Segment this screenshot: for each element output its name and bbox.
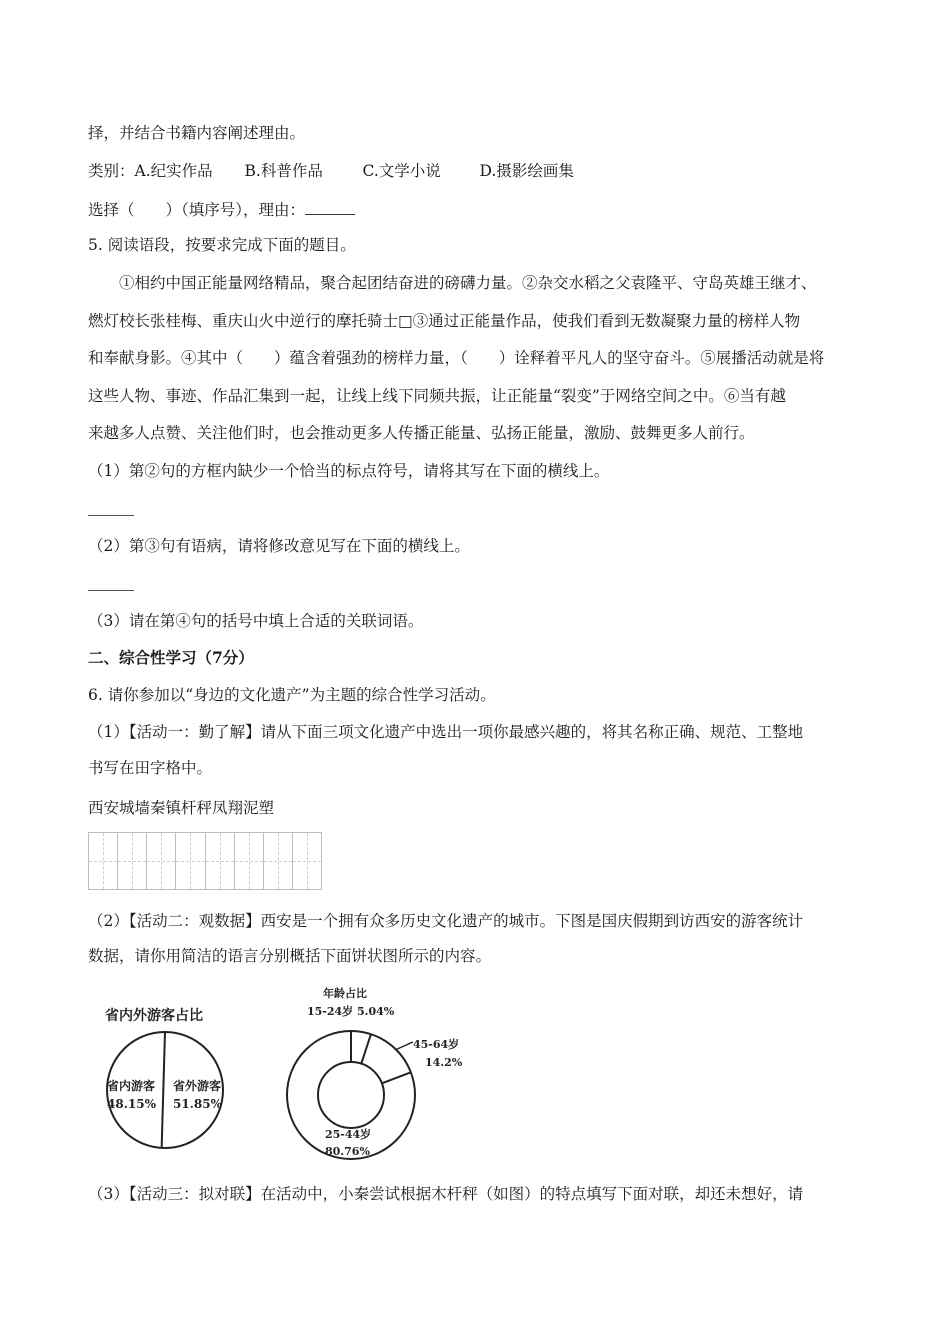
category-b: B.科普作品 [244, 162, 323, 180]
question-6-2: （2）【活动二：观数据】西安是一个拥有众多历史文化遗产的城市。下图是国庆假期到访西安的游客统计 [88, 912, 804, 930]
grid-cell[interactable] [293, 833, 321, 889]
slice-value-25-44: 80.76% [325, 1145, 370, 1158]
question-6-3: （3）【活动三：拟对联】在活动中，小秦尝试根据木杆秤（如图）的特点填写下面对联，却还未想好，请 [88, 1185, 804, 1203]
slice-label-45-64: 45-64岁 [413, 1038, 460, 1051]
grid-cell[interactable] [176, 833, 205, 889]
grid-cell[interactable] [235, 833, 264, 889]
heritage-list: 西安城墙秦镇杆秤凤翔泥塑 [88, 799, 275, 817]
slice-label-outside: 省外游客 [173, 1079, 222, 1093]
passage-line: 来越多人点赞、关注他们时，也会推动更多人传播正能量、弘扬正能量，激励、鼓舞更多人前行。 [88, 424, 755, 442]
grid-cell[interactable] [206, 833, 235, 889]
grid-cell[interactable] [264, 833, 293, 889]
passage-line: 燃灯校长张桂梅、重庆山火中逆行的摩托骑士□③通过正能量作品，使我们看到无数凝聚力量的榜样人物 [88, 312, 801, 330]
pie-charts [95, 980, 485, 1170]
slice-label-15-24: 15-24岁 [307, 1005, 354, 1018]
question-6: 6. 请你参加以“身边的文化遗产”为主题的综合性学习活动。 [88, 686, 496, 704]
slice-value-outside: 51.85% [173, 1097, 222, 1111]
text-line: 择，并结合书籍内容阐述理由。 [88, 124, 306, 142]
passage-line: 这些人物、事迹、作品汇集到一起，让线上线下同频共振，让正能量“裂变”于网络空间之中。⑥当有越 [88, 387, 786, 405]
answer-line[interactable] [88, 590, 134, 591]
category-d: D.摄影绘画集 [479, 162, 574, 180]
category-c: C.文学小说 [362, 162, 441, 180]
category-options [88, 160, 574, 182]
choice-prefix: 选择（ ）（填序号），理由： [88, 201, 306, 219]
slice-label-inside: 省内游客 [107, 1079, 156, 1093]
grid-cell[interactable] [118, 833, 147, 889]
origin-slice-divider [162, 1032, 165, 1148]
answer-line[interactable] [88, 515, 134, 516]
question-5-3: （3）请在第④句的括号中填上合适的关联词语。 [88, 612, 424, 630]
age-leader-line [395, 1042, 413, 1050]
question-5-1: （1）第②句的方框内缺少一个恰当的标点符号，请将其写在下面的横线上。 [88, 462, 610, 480]
age-slice-divider [361, 1034, 371, 1063]
passage-line: ①相约中国正能量网络精品，聚合起团结奋进的磅礴力量。②杂交水稻之父袁隆平、守岛英雄王继才、 [119, 274, 817, 292]
choice-line [88, 198, 355, 221]
grid-cell[interactable] [147, 833, 176, 889]
question-5-2: （2）第③句有语病，请将修改意见写在下面的横线上。 [88, 537, 470, 555]
answer-blank[interactable] [305, 198, 355, 215]
category-a: A.纪实作品 [134, 162, 213, 180]
chart-title-origin: 省内外游客占比 [105, 1008, 203, 1024]
slice-value-45-64: 14.2% [425, 1056, 463, 1069]
tianzige-grid[interactable] [88, 832, 322, 890]
passage-line: 和奉献身影。④其中（ ）蕴含着强劲的榜样力量，（ ）诠释着平凡人的坚守奋斗。⑤展播活动就是将 [88, 349, 825, 367]
question-6-1: （1）【活动一：勤了解】请从下面三项文化遗产中选出一项你最感兴趣的，将其名称正确、规范、工整地 [88, 723, 804, 741]
grid-cell[interactable] [89, 833, 118, 889]
question-6-1-cont: 书写在田字格中。 [88, 759, 213, 777]
section-heading: 二、综合性学习（7分） [88, 648, 254, 667]
slice-value-15-24: 5.04% [357, 1005, 395, 1018]
categories-label: 类别： [88, 162, 135, 180]
slice-value-inside: 48.15% [107, 1097, 156, 1111]
age-slice-divider [382, 1072, 411, 1083]
chart-title-age: 年龄占比 [323, 987, 367, 1000]
question-6-2-cont: 数据，请你用简洁的语言分别概括下面饼状图所示的内容。 [88, 947, 492, 965]
slice-label-25-44: 25-44岁 [325, 1128, 372, 1141]
question-5: 5. 阅读语段，按要求完成下面的题目。 [88, 236, 356, 254]
age-pie-inner [318, 1062, 384, 1128]
